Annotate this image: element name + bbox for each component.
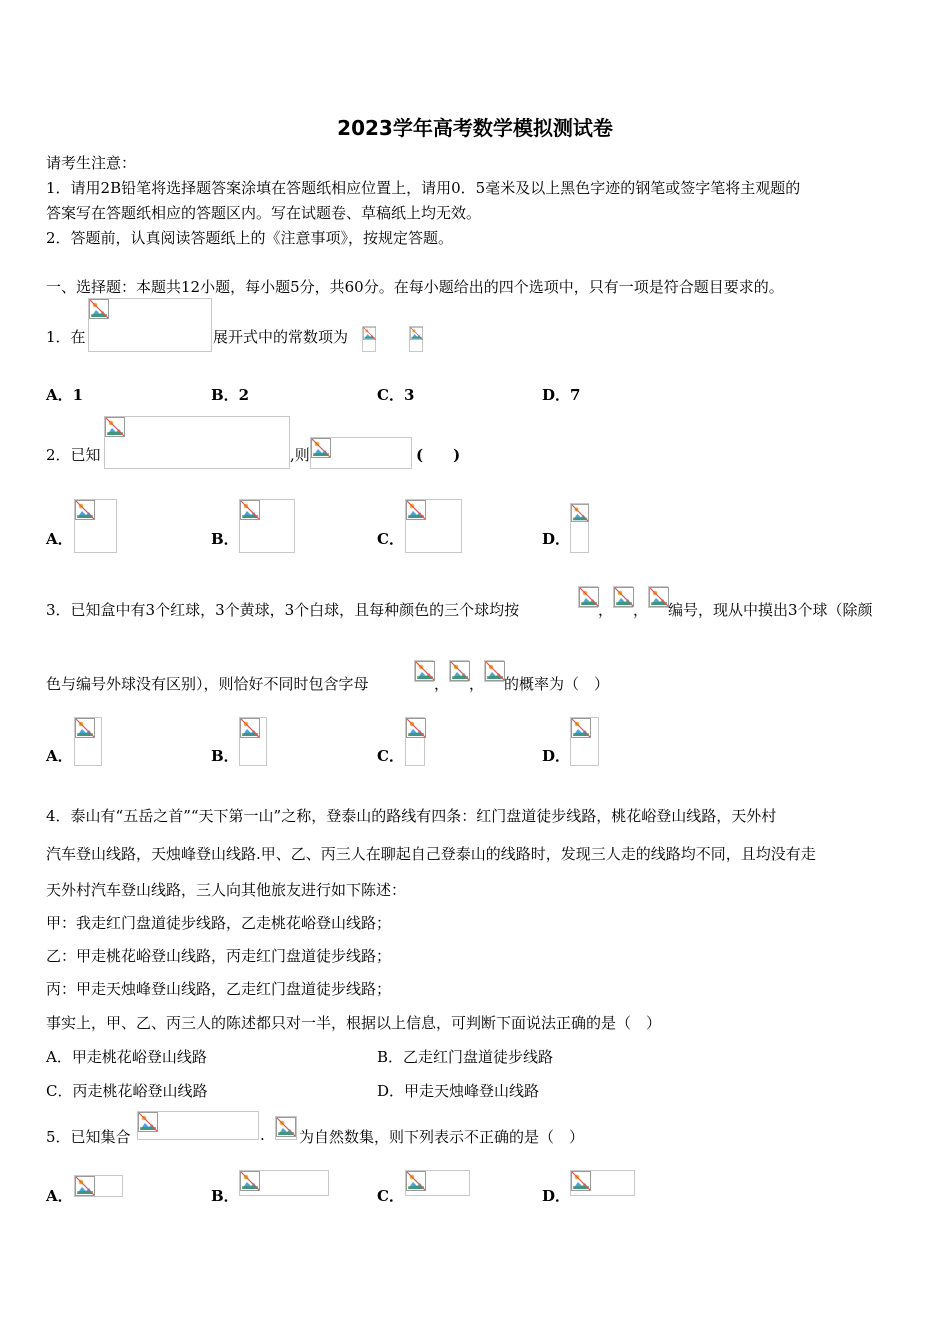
broken-image-icon: [363, 327, 376, 340]
q4-question-line: 事实上，甲、乙、丙三人的陈述都只对一半，根据以上信息，可判断下面说法正确的是（ ）: [46, 1014, 662, 1032]
broken-image-icon: [311, 438, 331, 458]
q3-option-d-image: [570, 717, 599, 766]
q4-option-b: B．乙走红门盘道徒步线路: [377, 1048, 554, 1066]
q3-option-a-image: [74, 717, 102, 766]
q3-comma-1: ，: [598, 601, 614, 619]
q2-formula-image: [104, 416, 290, 469]
q4-statement-jia: 甲：我走红门盘道徒步线路，乙走桃花峪登山线路；: [46, 914, 392, 932]
broken-image-icon: [75, 500, 95, 520]
broken-image-icon: [75, 718, 95, 738]
notice-heading: 请考生注意：: [46, 154, 137, 172]
q2-prefix: 2．已知: [46, 446, 101, 464]
notice-line-2: 答案写在答题纸相应的答题区内。写在试题卷、草稿纸上均无效。: [46, 204, 482, 222]
q5-option-b-label: B．: [211, 1187, 239, 1205]
broken-image-icon: [571, 504, 589, 522]
page-title: 2023学年高考数学模拟测试卷: [337, 116, 613, 140]
q3-option-c-image: [405, 717, 425, 766]
notice-line-3: 2．答题前，认真阅读答题纸上的《注意事项》，按规定答题。: [46, 229, 454, 247]
q3-line2-start: 色与编号外球没有区别），则恰好不同时包含字母: [46, 675, 369, 693]
q3-label-image-2: [613, 586, 633, 608]
q4-option-d: D．甲走天烛峰登山线路: [377, 1082, 540, 1100]
q1-image-3: [409, 326, 423, 352]
broken-image-icon: [649, 587, 669, 607]
section-heading: 一、选择题：本题共12小题，每小题5分，共60分。在每小题给出的四个选项中，只有一项是符合题目要求的。: [46, 278, 784, 296]
q2-option-a-label: A．: [46, 530, 73, 548]
q1-option-c: C．3: [377, 386, 415, 404]
broken-image-icon: [240, 718, 260, 738]
q5-symbol-image: [275, 1116, 297, 1140]
q1-option-d: D．7: [542, 386, 581, 404]
broken-image-icon: [406, 718, 426, 738]
q5-set-image: [137, 1111, 259, 1140]
q2-option-d-image: [570, 503, 589, 553]
broken-image-icon: [485, 661, 505, 681]
broken-image-icon: [614, 587, 634, 607]
q2-option-c-label: C．: [377, 530, 404, 548]
q2-mid-text: ,则: [290, 446, 310, 464]
q5-option-d-label: D．: [542, 1187, 571, 1205]
q3-letter-image-1: [414, 660, 434, 682]
broken-image-icon: [89, 299, 109, 319]
q4-statement-bing: 丙：甲走天烛峰登山线路，乙走红门盘道徒步线路；: [46, 980, 392, 998]
q3-option-c-label: C．: [377, 747, 404, 765]
q5-option-c-image: [405, 1170, 470, 1196]
q3-comma-3: ，: [434, 675, 450, 693]
broken-image-icon: [415, 661, 435, 681]
q3-line1-end: 编号，现从中摸出3个球（除颜: [668, 601, 873, 619]
q3-option-b-label: B．: [211, 747, 239, 765]
q5-option-a-image: [74, 1175, 123, 1197]
broken-image-icon: [240, 1171, 260, 1191]
q2-option-d-label: D．: [542, 530, 571, 548]
q3-line2-end: 的概率为（ ）: [504, 675, 610, 693]
broken-image-icon: [571, 718, 591, 738]
broken-image-icon: [138, 1112, 158, 1132]
broken-image-icon: [406, 1171, 426, 1191]
q5-option-b-image: [239, 1170, 329, 1196]
q5-option-d-image: [570, 1170, 635, 1196]
q3-letter-image-2: [449, 660, 469, 682]
q3-label-image-1: [578, 586, 598, 608]
q3-option-a-label: A．: [46, 747, 73, 765]
q5-mid-text: 为自然数集，则下列表示不正确的是（ ）: [299, 1128, 585, 1146]
broken-image-icon: [276, 1117, 296, 1137]
broken-image-icon: [105, 417, 125, 437]
broken-image-icon: [75, 1176, 95, 1196]
q3-option-b-image: [239, 717, 267, 766]
broken-image-icon: [240, 500, 260, 520]
q3-line1-start: 3．已知盒中有3个红球，3个黄球，3个白球，且每种颜色的三个球均按: [46, 601, 520, 619]
broken-image-icon: [410, 327, 423, 340]
q2-target-image: [310, 437, 412, 469]
broken-image-icon: [579, 587, 599, 607]
q2-option-b-label: B．: [211, 530, 239, 548]
q3-option-d-label: D．: [542, 747, 571, 765]
q4-line-3: 天外村汽车登山线路，三人向其他旅友进行如下陈述：: [46, 881, 407, 899]
q4-option-c: C．丙走桃花峪登山线路: [46, 1082, 208, 1100]
q1-option-a: A．1: [46, 386, 84, 404]
q2-option-c-image: [405, 499, 462, 553]
q5-prefix: 5．已知集合: [46, 1128, 131, 1146]
q4-statement-yi: 乙：甲走桃花峪登山线路，丙走红门盘道徒步线路；: [46, 947, 392, 965]
broken-image-icon: [571, 1171, 591, 1191]
q5-option-a-label: A．: [46, 1187, 73, 1205]
q2-option-a-image: [74, 499, 117, 553]
q1-prefix: 1．在: [46, 328, 86, 346]
q1-option-b: B．2: [211, 386, 250, 404]
q5-option-c-label: C．: [377, 1187, 404, 1205]
q4-line-2: 汽车登山线路，天烛峰登山线路.甲、乙、丙三人在聊起自己登泰山的线路时，发现三人走的线路均不同，且均没有走: [46, 845, 816, 863]
q5-dot: .: [260, 1126, 265, 1144]
q3-comma-2: ，: [633, 601, 649, 619]
q4-line-1: 4．泰山有“五岳之首”“天下第一山”之称，登泰山的路线有四条：红门盘道徒步线路，桃花峪登山线路，天外村: [46, 807, 777, 825]
q3-label-image-3: [648, 586, 668, 608]
broken-image-icon: [406, 500, 426, 520]
q2-paren: ( ): [416, 446, 461, 464]
q1-mid-text: 展开式中的常数项为: [213, 328, 349, 346]
q1-image-2: [362, 326, 376, 352]
notice-line-1: 1．请用2B铅笔将选择题答案涂填在答题纸相应位置上，请用0．5毫米及以上黑色字迹的钢笔或签字笔将主观题的: [46, 179, 801, 197]
q2-option-b-image: [239, 499, 295, 553]
broken-image-icon: [450, 661, 470, 681]
q1-formula-image: [88, 298, 212, 352]
q3-letter-image-3: [484, 660, 504, 682]
q4-option-a: A．甲走桃花峪登山线路: [46, 1048, 207, 1066]
q3-comma-4: ，: [469, 675, 485, 693]
